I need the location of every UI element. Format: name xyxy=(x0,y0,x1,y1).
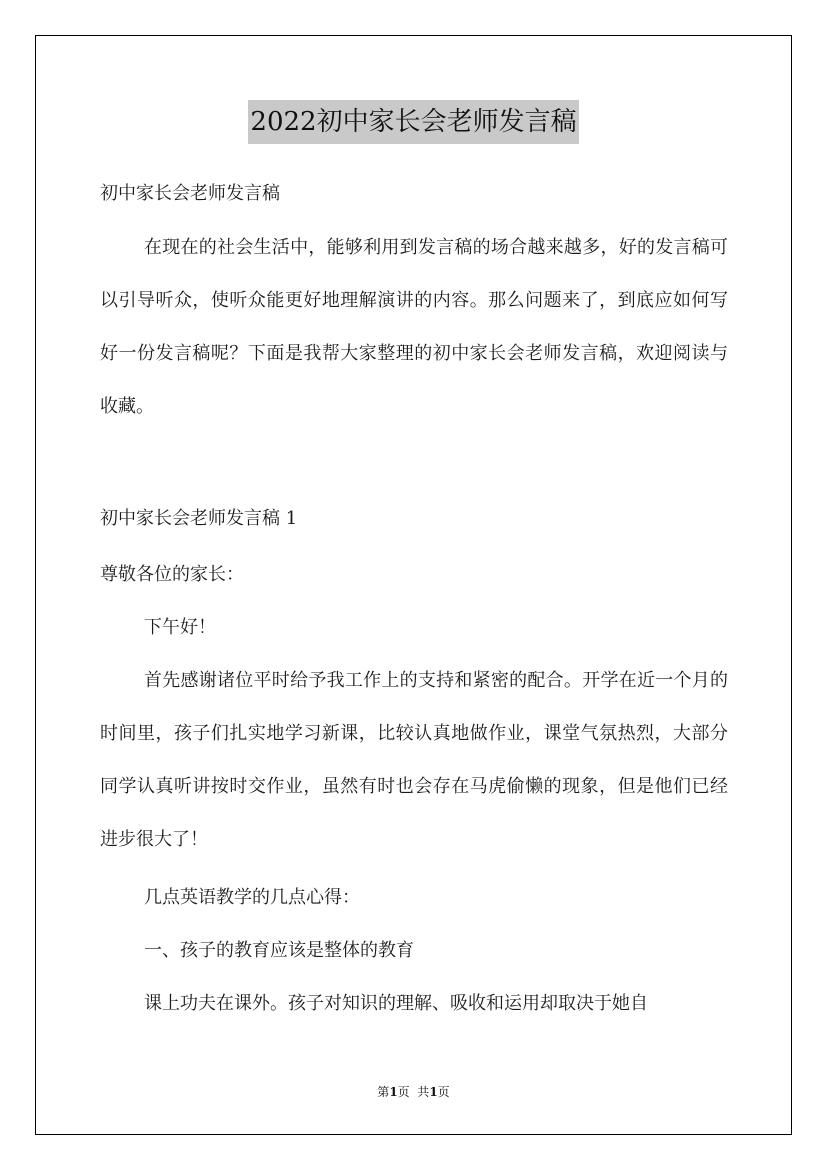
intro-paragraph: 在现在的社会生活中，能够利用到发言稿的场合越来越多，好的发言稿可以引导听众，使听众能更好地理解演讲的内容。那么问题来了，到底应如何写好一份发言稿呢？下面是我帮大家整理的初中家长会老师发言稿，欢迎阅读与收藏。 xyxy=(100,237,728,417)
page-footer xyxy=(0,1083,827,1101)
body-paragraph-2: 几点英语教学的几点心得： xyxy=(144,887,360,908)
section-heading: 初中家长会老师发言稿 1 xyxy=(100,508,298,529)
document-subtitle: 初中家长会老师发言稿 xyxy=(100,183,280,204)
footer-page-number: 1 xyxy=(389,1085,398,1099)
greeting: 下午好！ xyxy=(144,617,216,638)
footer-suffix: 页 xyxy=(437,1085,450,1099)
footer-prefix: 第 xyxy=(377,1085,390,1099)
document-title: 2022初中家长会老师发言稿 xyxy=(248,100,578,144)
body-paragraph-3: 课上功夫在课外。孩子对知识的理解、吸收和运用却取决于她自 xyxy=(144,993,648,1014)
footer-page-total: 1 xyxy=(429,1085,438,1099)
title-container xyxy=(0,100,827,144)
point-heading-1: 一、孩子的教育应该是整体的教育 xyxy=(144,940,414,961)
salutation: 尊敬各位的家长： xyxy=(100,564,244,585)
body-paragraph-1: 首先感谢诸位平时给予我工作上的支持和紧密的配合。开学在近一个月的时间里，孩子们扎实地学习新课，比较认真地做作业，课堂气氛热烈，大部分同学认真听讲按时交作业，虽然有时也会存在马虎偷懒的现象，但是他们已经进步很大了！ xyxy=(100,670,728,850)
footer-mid: 页 共 xyxy=(397,1085,430,1099)
